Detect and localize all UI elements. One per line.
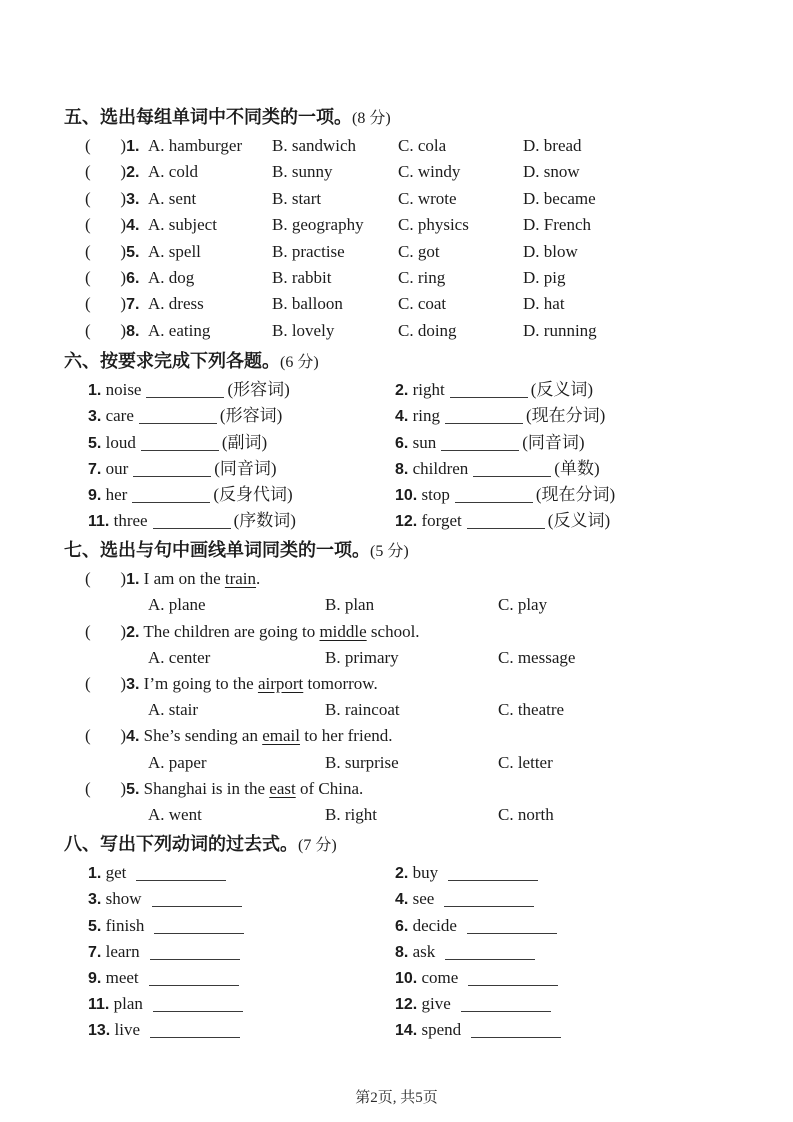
section-6-points: (6 分) <box>280 354 319 372</box>
word-form-item <box>88 403 395 430</box>
item-word: spend <box>421 1020 462 1040</box>
option-b: B. raincoat <box>325 700 400 720</box>
item-row <box>64 965 770 991</box>
section-6-header <box>64 348 770 374</box>
item-number: 4. <box>395 891 409 909</box>
question-options <box>64 802 770 828</box>
item-row <box>64 1017 770 1043</box>
section-7-header <box>64 537 770 563</box>
option-a: A. dog <box>148 267 195 287</box>
answer-blank <box>467 513 545 529</box>
answer-blank <box>467 918 557 934</box>
answer-blank <box>461 996 551 1012</box>
answer-blank <box>139 408 217 424</box>
question-number: 1. <box>126 138 140 155</box>
question-number: 4. <box>126 728 140 746</box>
answer-blank <box>152 891 242 907</box>
word-form-item <box>88 508 395 535</box>
item-row <box>64 456 770 482</box>
option-b: B. balloon <box>272 294 343 314</box>
question-number: 8. <box>126 322 140 340</box>
option-a: A. eating <box>148 320 211 340</box>
answer-bracket: ( ) <box>85 621 127 641</box>
verb-item <box>88 965 395 992</box>
verb-item <box>395 886 770 913</box>
question-row <box>64 186 770 212</box>
option-c: C. wrote <box>398 188 457 208</box>
item-number: 10. <box>395 486 418 504</box>
answer-blank <box>149 970 239 986</box>
word-form-note: (反义词) <box>547 511 611 531</box>
question-number: 3. <box>126 190 140 208</box>
section-7-points: (5 分) <box>370 543 409 561</box>
sentence-post: school. <box>366 621 420 641</box>
option-c: C. message <box>498 647 576 667</box>
question-number: 2. <box>126 164 140 182</box>
word-form-item <box>395 377 770 404</box>
word-form-item <box>88 456 395 483</box>
question-row <box>64 212 770 238</box>
verb-item <box>88 939 395 966</box>
underlined-word: east <box>269 778 296 798</box>
item-word: three <box>113 511 148 531</box>
item-number: 6. <box>395 917 409 935</box>
word-form-note: (副词) <box>221 432 268 452</box>
verb-item <box>88 991 395 1018</box>
answer-blank <box>150 944 240 960</box>
section-7-questions <box>64 566 770 828</box>
word-form-item <box>88 430 395 457</box>
section-5-questions <box>64 133 770 344</box>
item-word: decide <box>412 915 457 935</box>
option-b: B. plan <box>325 595 375 615</box>
question-options <box>64 697 770 723</box>
question-sentence <box>64 619 770 645</box>
question-number: 5. <box>126 780 140 798</box>
item-number: 7. <box>88 460 102 478</box>
option-b: B. geography <box>272 215 364 235</box>
option-a: A. sent <box>148 188 197 208</box>
option-a: A. plane <box>148 595 206 615</box>
sentence-pre: Shanghai is in the <box>143 778 270 798</box>
question-options <box>64 645 770 671</box>
item-number: 2. <box>395 382 409 400</box>
option-b: B. sandwich <box>272 136 357 155</box>
answer-blank <box>133 461 211 477</box>
verb-item <box>395 991 770 1018</box>
item-number: 3. <box>88 408 102 426</box>
option-c: C. windy <box>398 162 461 182</box>
item-word: care <box>105 406 134 426</box>
section-8-items <box>64 860 770 1043</box>
item-word: meet <box>105 967 139 987</box>
answer-bracket: ( ) <box>85 778 127 798</box>
sentence-pre: She’s sending an <box>143 726 263 746</box>
verb-item <box>88 913 395 940</box>
answer-blank <box>146 382 224 398</box>
item-row <box>64 939 770 965</box>
item-word: plan <box>113 994 143 1014</box>
option-a: A. stair <box>148 700 199 720</box>
underlined-word: email <box>262 726 300 746</box>
underlined-word: train <box>224 569 257 589</box>
item-word: see <box>412 889 435 909</box>
word-form-note: (形容词) <box>219 406 283 426</box>
underlined-word: airport <box>257 674 304 693</box>
option-d: D. pig <box>523 267 566 287</box>
option-c: C. coat <box>398 294 447 314</box>
answer-blank <box>153 996 243 1012</box>
item-number: 14. <box>395 1022 418 1040</box>
word-form-note: (现在分词) <box>525 406 606 426</box>
answer-blank <box>445 944 535 960</box>
item-word: our <box>105 458 129 478</box>
option-a: A. went <box>148 804 202 824</box>
page-footer: 第2页, 共5页 <box>355 1090 438 1106</box>
option-d: D. running <box>523 320 597 340</box>
option-a: A. hamburger <box>148 136 243 155</box>
item-word: her <box>105 484 128 504</box>
answer-blank <box>153 513 231 529</box>
question-number: 5. <box>126 243 140 261</box>
word-form-note: (反义词) <box>530 380 594 400</box>
sentence-post: of China. <box>295 778 364 798</box>
answer-blank <box>455 487 533 503</box>
section-8-header <box>64 831 770 857</box>
verb-item <box>88 860 395 887</box>
item-word: stop <box>421 484 450 504</box>
word-form-item <box>395 456 770 483</box>
sentence-pre: I’m going to the <box>143 674 258 693</box>
item-word: live <box>114 1020 140 1040</box>
sentence-post: to her friend. <box>299 726 393 746</box>
option-a: A. spell <box>148 241 201 261</box>
underlined-word: middle <box>319 621 367 641</box>
question-number: 2. <box>126 623 140 641</box>
option-c: C. physics <box>398 215 469 235</box>
item-row <box>64 482 770 508</box>
word-form-note: (同音词) <box>522 432 585 452</box>
word-form-note: (序数词) <box>233 511 296 531</box>
option-b: B. practise <box>272 241 345 261</box>
item-word: buy <box>412 863 439 883</box>
answer-bracket: ( ) <box>85 294 127 314</box>
word-form-item <box>395 403 770 430</box>
item-number: 8. <box>395 943 409 961</box>
option-b: B. surprise <box>325 752 399 772</box>
item-word: ask <box>412 941 436 961</box>
option-a: A. subject <box>148 215 217 235</box>
question-sentence <box>64 776 770 802</box>
section-6-items <box>64 377 770 534</box>
item-number: 1. <box>88 382 102 400</box>
question-row <box>64 318 770 344</box>
option-d: D. snow <box>523 162 580 182</box>
option-d: D. bread <box>523 136 582 155</box>
item-number: 13. <box>88 1022 111 1040</box>
option-c: C. letter <box>498 752 553 772</box>
question-row <box>64 133 770 159</box>
sentence-pre: The children are going to <box>143 621 320 641</box>
option-c: C. cola <box>398 136 447 155</box>
verb-item <box>88 1017 395 1044</box>
item-word: come <box>421 967 459 987</box>
item-number: 11. <box>88 513 110 531</box>
verb-item <box>395 860 770 887</box>
question-row <box>64 159 770 185</box>
question-sentence <box>64 671 770 697</box>
item-word: give <box>421 994 451 1014</box>
word-form-item <box>88 482 395 509</box>
option-a: A. cold <box>148 162 199 182</box>
section-5-header <box>64 104 770 130</box>
item-word: children <box>412 458 469 478</box>
answer-blank <box>150 1022 240 1038</box>
option-c: C. north <box>498 804 554 824</box>
option-a: A. dress <box>148 294 204 314</box>
item-row <box>64 886 770 912</box>
item-word: right <box>412 380 445 400</box>
section-5-points: (8 分) <box>352 110 391 127</box>
answer-bracket: ( ) <box>85 215 127 235</box>
worksheet-content <box>64 104 770 1043</box>
question-number: 3. <box>126 676 140 693</box>
option-d: D. blow <box>523 241 578 261</box>
verb-item <box>88 886 395 913</box>
option-b: B. rabbit <box>272 267 332 287</box>
item-row <box>64 430 770 456</box>
section-8-points: (7 分) <box>298 837 337 855</box>
question-number: 7. <box>126 296 140 314</box>
item-row <box>64 913 770 939</box>
section-8-title: 八、写出下列动词的过去式。 <box>64 834 298 855</box>
item-number: 12. <box>395 996 418 1014</box>
answer-blank <box>132 487 210 503</box>
sentence-post: tomorrow. <box>303 674 378 693</box>
answer-blank <box>141 435 219 451</box>
item-number: 7. <box>88 943 102 961</box>
item-number: 4. <box>395 408 409 426</box>
answer-bracket: ( ) <box>85 241 127 261</box>
answer-blank <box>468 970 558 986</box>
item-word: show <box>105 889 142 909</box>
question-row <box>64 291 770 317</box>
option-c: C. play <box>498 595 548 615</box>
item-number: 6. <box>395 434 409 452</box>
option-a: A. paper <box>148 752 207 772</box>
question-number: 6. <box>126 269 140 287</box>
item-row <box>64 508 770 534</box>
item-number: 5. <box>88 917 102 935</box>
verb-item <box>395 913 770 940</box>
item-row <box>64 860 770 886</box>
item-word: learn <box>105 941 140 961</box>
answer-blank <box>445 408 523 424</box>
word-form-note: (形容词) <box>227 380 290 400</box>
answer-bracket: ( ) <box>85 162 127 182</box>
question-row <box>64 265 770 291</box>
item-word: finish <box>105 915 145 935</box>
option-b: B. start <box>272 188 322 208</box>
answer-blank <box>441 435 519 451</box>
option-d: D. French <box>523 215 591 235</box>
option-b: B. sunny <box>272 162 333 182</box>
item-number: 8. <box>395 460 409 478</box>
word-form-item <box>395 482 770 509</box>
verb-item <box>395 965 770 992</box>
answer-blank <box>450 382 528 398</box>
question-number: 4. <box>126 217 140 235</box>
answer-blank <box>448 865 538 881</box>
answer-bracket: ( ) <box>85 569 127 589</box>
item-word: sun <box>412 432 437 452</box>
option-d: D. became <box>523 188 596 208</box>
item-row <box>64 991 770 1017</box>
option-b: B. lovely <box>272 320 335 340</box>
option-d: D. hat <box>523 294 565 314</box>
option-c: C. ring <box>398 267 446 287</box>
answer-bracket: ( ) <box>85 136 127 155</box>
answer-bracket: ( ) <box>85 267 127 287</box>
option-c: C. theatre <box>498 700 565 720</box>
section-7-title: 七、选出与句中画线单词同类的一项。 <box>64 540 370 561</box>
question-sentence <box>64 723 770 749</box>
item-word: ring <box>412 406 440 426</box>
sentence-post: . <box>256 569 261 589</box>
word-form-item <box>88 377 395 404</box>
word-form-note: (同音词) <box>214 458 277 478</box>
item-number: 9. <box>88 486 102 504</box>
question-options <box>64 592 770 618</box>
sentence-pre: I am on the <box>143 569 225 589</box>
answer-blank <box>154 918 244 934</box>
item-number: 9. <box>88 969 102 987</box>
item-number: 5. <box>88 434 102 452</box>
section-6-title: 六、按要求完成下列各题。 <box>64 351 280 372</box>
item-row <box>64 377 770 403</box>
item-number: 10. <box>395 969 418 987</box>
item-number: 12. <box>395 513 418 531</box>
answer-bracket: ( ) <box>85 726 127 746</box>
option-a: A. center <box>148 647 211 667</box>
question-options <box>64 750 770 776</box>
item-number: 11. <box>88 996 110 1014</box>
word-form-note: (单数) <box>554 458 600 478</box>
item-word: noise <box>105 380 142 400</box>
item-number: 1. <box>88 865 102 883</box>
answer-blank <box>136 865 226 881</box>
word-form-item <box>395 430 770 457</box>
section-5-title: 五、选出每组单词中不同类的一项。 <box>64 107 352 127</box>
item-row <box>64 403 770 429</box>
item-word: loud <box>105 432 136 452</box>
option-c: C. doing <box>398 320 457 340</box>
item-number: 3. <box>88 891 102 909</box>
answer-blank <box>444 891 534 907</box>
option-b: B. right <box>325 804 377 824</box>
question-sentence <box>64 566 770 592</box>
verb-item <box>395 1017 770 1044</box>
item-word: get <box>105 863 127 883</box>
question-row <box>64 239 770 265</box>
item-number: 2. <box>395 865 409 883</box>
word-form-note: (反身代词) <box>213 484 293 504</box>
answer-blank <box>473 461 551 477</box>
word-form-item <box>395 508 770 535</box>
verb-item <box>395 939 770 966</box>
answer-bracket: ( ) <box>85 674 127 693</box>
option-b: B. primary <box>325 647 399 667</box>
answer-bracket: ( ) <box>85 188 127 208</box>
question-number: 1. <box>126 571 140 589</box>
answer-blank <box>471 1022 561 1038</box>
option-c: C. got <box>398 241 440 261</box>
word-form-note: (现在分词) <box>535 484 616 504</box>
item-word: forget <box>421 511 462 531</box>
answer-bracket: ( ) <box>85 320 127 340</box>
